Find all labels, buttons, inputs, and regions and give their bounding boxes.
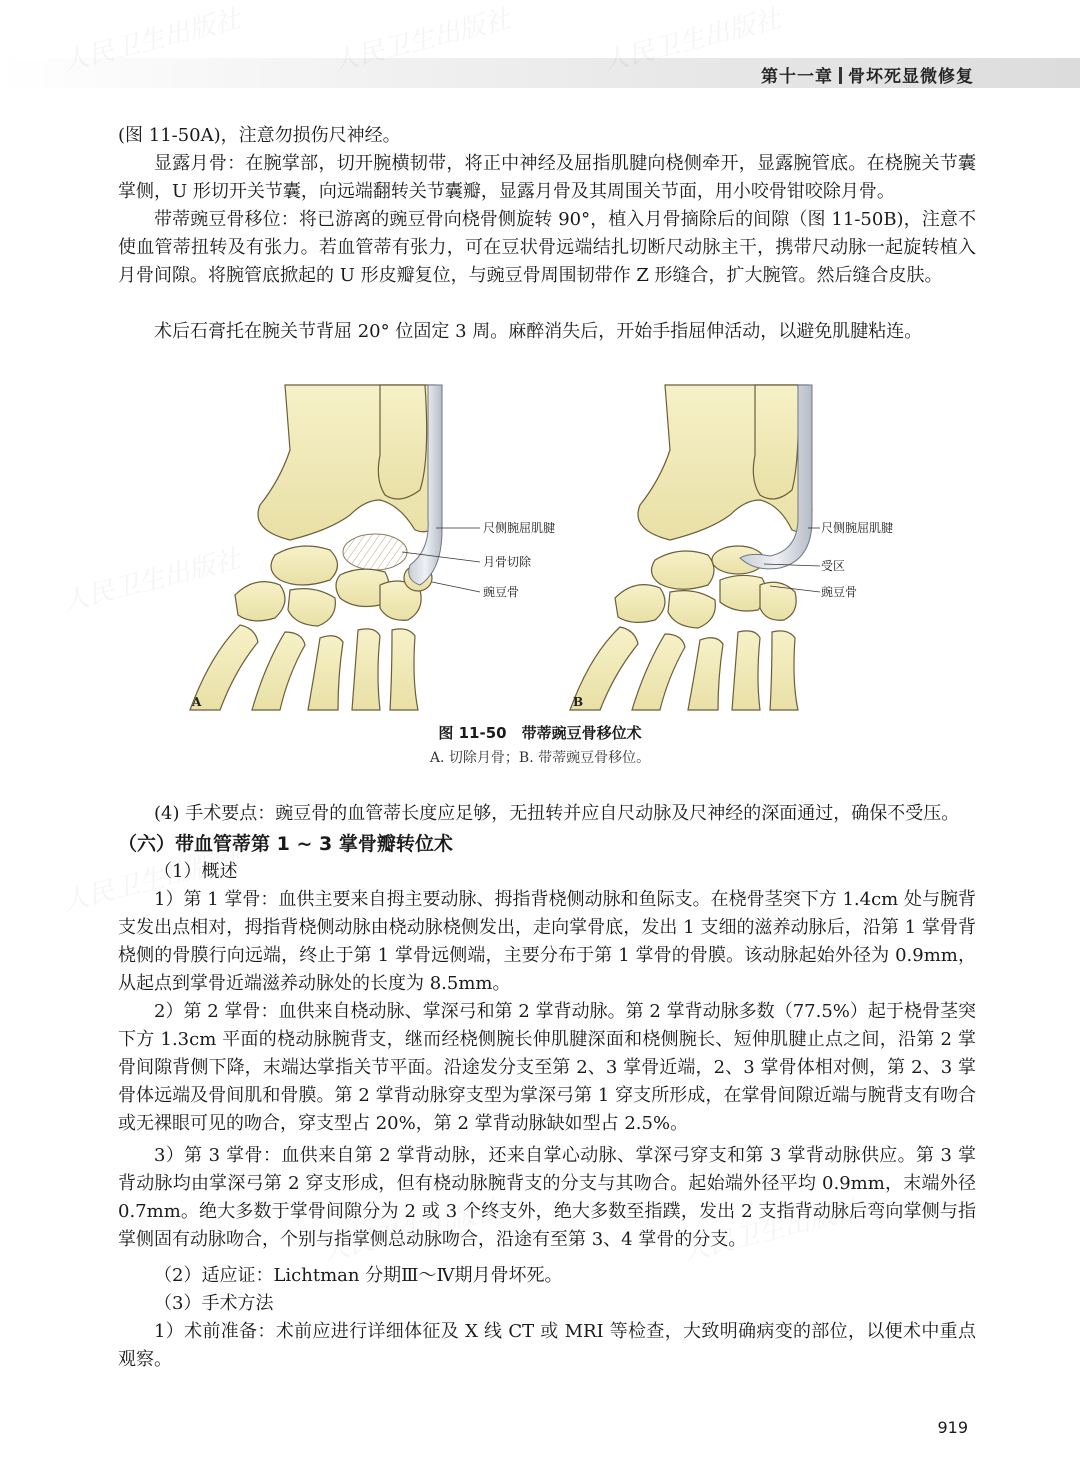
paragraph: (4) 手术要点：豌豆骨的血管蒂长度应足够，无扭转并应自尺动脉及尺神经的深面通过，确保不受压。 [154, 803, 960, 824]
wrist-illustration [180, 380, 900, 715]
label-pisiform-a: 豌豆骨 [483, 585, 520, 599]
paragraph: 1）第 1 掌骨：血供主要来自拇主要动脉、拇指背桡侧动脉和鱼际支。在桡骨茎突下方 1.4cm 处与腕背支发出点相对，拇指背桡侧动脉由桡动脉桡侧发出，走向掌骨底，发出 1 支细的滋养动脉后，沿第 1 掌骨背桡侧的骨膜行向远端，终止于第 1 掌骨远侧端，主要分布于第 1 掌骨的骨膜。该动脉起始外径为 0.9mm，从起点到掌骨近端滋养动脉处的长度为 8.5mm。 [118, 889, 976, 994]
paragraph: 2）第 2 掌骨：血供来自桡动脉、掌深弓和第 2 掌背动脉。第 2 掌背动脉多数（77.5%）起于桡骨茎突下方 1.3cm 平面的桡动脉腕背支，继而经桡侧腕长伸肌腱深面和桡侧腕长、短伸肌腱止点之间，沿第 2 掌骨间隙背侧下降，末端达掌指关节平面。沿途发分支至第 2、3 掌骨近端，2、3 掌骨体相对侧，第 2、3 掌骨体远端及骨间肌和骨膜。第 2 掌背动脉穿支型为掌深弓第 1 穿支所形成，在掌骨间隙近端与腕背支有吻合或无裸眼可见的吻合，穿支型占 20%，第 2 掌背动脉缺如型占 2.5%。 [118, 1001, 976, 1134]
label-fcu-tendon-a: 尺侧腕屈肌腱 [483, 521, 556, 535]
paragraph: 带蒂豌豆骨移位：将已游离的豌豆骨向桡骨侧旋转 90°，植入月骨摘除后的间隙（图 11-50B)，注意不使血管蒂扭转及有张力。若血管蒂有张力，可在豆状骨远端结扎切断尺动脉主干，携带尺动脉一起旋转植入月骨间隙。将腕管底掀起的 U 形皮瓣复位，与豌豆骨周围韧带作 Z 形缝合，扩大腕管。然后缝合皮肤。 [118, 209, 976, 286]
chapter-title: 骨坏死显微修复 [848, 67, 974, 87]
paragraph: 3）第 3 掌骨：血供来自第 2 掌背动脉，还来自掌心动脉、掌深弓穿支和第 3 掌背动脉供应。第 3 掌背动脉均由掌深弓第 2 穿支形成，但有桡动脉腕背支的分支与其吻合。起始端外径平均 0.9mm，末端外径 0.7mm。绝大多数于掌骨间隙分为 2 或 3 个终支外，绝大多数至指蹼，发出 2 支指背动脉后弯向掌侧与指掌侧固有动脉吻合，个别与指掌侧总动脉吻合，沿途有至第 3、4 掌骨的分支。 [118, 1145, 976, 1250]
panel-b [570, 385, 893, 710]
label-recipient-site: 受区 [821, 559, 846, 573]
figure-11-50 [180, 380, 900, 715]
paragraph: 显露月骨：在腕掌部，切开腕横韧带，将正中神经及屈指肌腱向桡侧牵开，显露腕管底。在桡腕关节囊掌侧，U 形切开关节囊，向远端翻转关节囊瓣，显露月骨及其周围关节面，用小咬骨钳咬除月骨。 [118, 153, 976, 202]
paragraph: (图 11-50A)，注意勿损伤尺神经。 [118, 125, 401, 146]
chapter-label: 第十一章 [761, 67, 833, 87]
panel-b-letter: B [573, 695, 584, 709]
paragraph: （2）适应证：Lichtman 分期Ⅲ～Ⅳ期月骨坏死。 [154, 1265, 563, 1286]
subheading: （1）概述 [154, 861, 238, 882]
subheading: （3）手术方法 [154, 1293, 274, 1314]
paragraph: 1）术前准备：术前应进行详细体征及 X 线 CT 或 MRI 等检查，大致明确病变的部位，以便术中重点观察。 [118, 1321, 976, 1370]
panel-a-letter: A [192, 695, 202, 709]
label-fcu-tendon-b: 尺侧腕屈肌腱 [821, 521, 894, 535]
page-number: 919 [937, 1418, 968, 1437]
section-heading: （六）带血管蒂第 1 ~ 3 掌骨瓣转位术 [118, 833, 453, 855]
running-header [761, 62, 974, 87]
paragraph: 术后石膏托在腕关节背屈 20° 位固定 3 周。麻醉消失后，开始手指屈伸活动，以避免肌腱粘连。 [154, 321, 923, 342]
figure-caption-title: 图 11-50 带蒂豌豆骨移位术 [438, 724, 642, 742]
figure-caption-subtitle: A. 切除月骨；B. 带蒂豌豆骨移位。 [429, 750, 651, 766]
label-pisiform-b: 豌豆骨 [821, 585, 858, 599]
label-lunate-excision: 月骨切除 [483, 555, 532, 569]
panel-a [190, 385, 555, 710]
header-separator [839, 67, 842, 84]
